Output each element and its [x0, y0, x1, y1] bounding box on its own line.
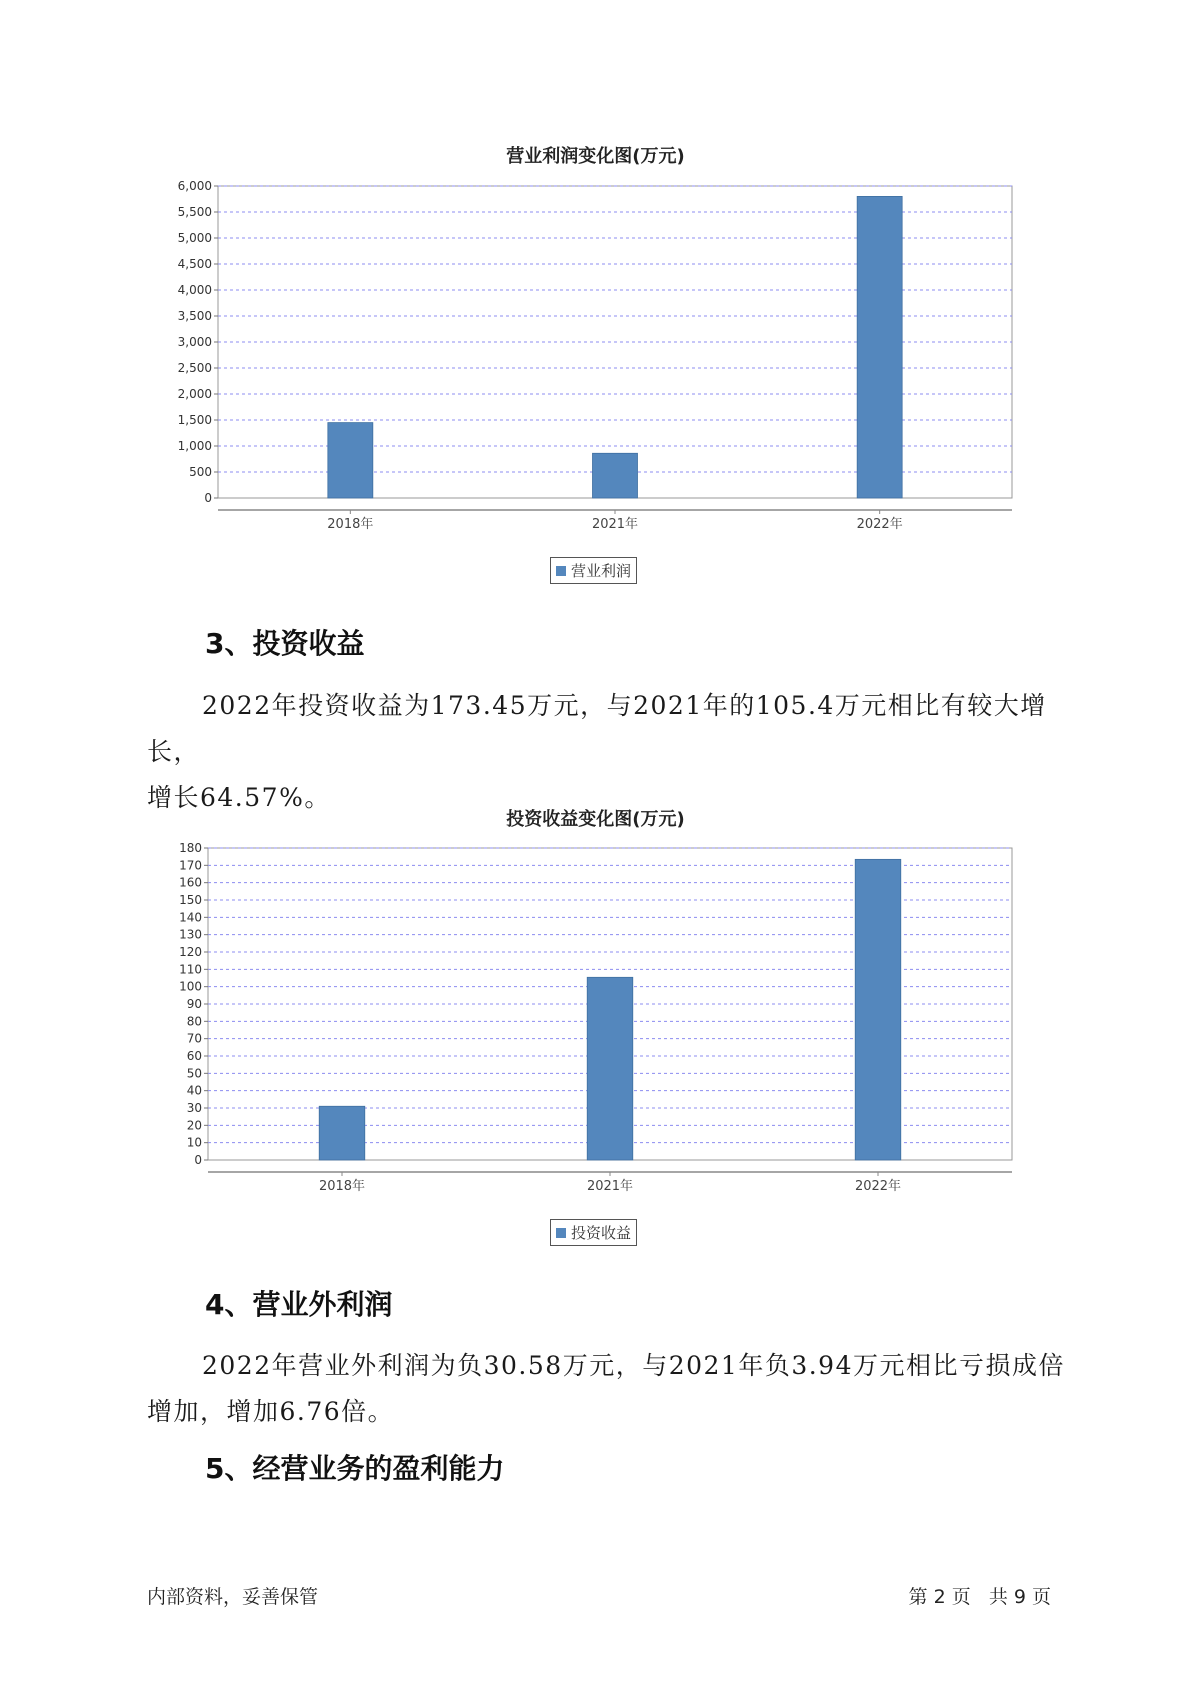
y-tick-label: 40	[186, 1083, 202, 1098]
chart-legend-investment-income	[550, 1219, 637, 1246]
y-tick-label: 2,500	[177, 361, 212, 375]
y-tick-label: 0	[204, 491, 212, 505]
legend-label: 营业利润	[571, 562, 632, 580]
bar	[587, 977, 633, 1160]
legend-swatch	[556, 566, 566, 576]
y-tick-label: 3,500	[177, 309, 212, 323]
y-tick-label: 10	[186, 1135, 202, 1150]
x-tick-label: 2021年	[591, 517, 639, 532]
y-tick-label: 4,000	[177, 283, 212, 297]
chart-title-operating-profit: 营业利润变化图(万元)	[506, 146, 685, 167]
section-heading-non-operating-profit: 4、营业外利润	[205, 1288, 393, 1321]
y-tick-label: 6,000	[177, 179, 212, 193]
y-tick-label: 1,500	[177, 413, 212, 427]
non-operating-profit-paragraph	[147, 1343, 1067, 1435]
bar	[857, 196, 902, 498]
chart-title-investment-income: 投资收益变化图(万元)	[506, 809, 685, 830]
y-tick-label: 90	[186, 997, 202, 1011]
paragraph-line: 2022年投资收益为173.45万元，与2021年的105.4万元相比有较大增长，	[147, 691, 1047, 766]
y-tick-label: 20	[186, 1118, 202, 1133]
operating-profit-chart	[160, 178, 1020, 543]
footer-confidential-note: 内部资料，妥善保管	[147, 1586, 319, 1608]
chart-legend-operating-profit	[550, 557, 637, 584]
y-tick-label: 500	[189, 465, 212, 479]
investment-income-chart	[160, 840, 1020, 1205]
y-tick-label: 120	[179, 945, 202, 959]
legend-swatch	[556, 1228, 566, 1238]
y-tick-label: 0	[194, 1153, 202, 1167]
paragraph-line: 增长64.57%。	[147, 783, 331, 812]
y-tick-label: 170	[179, 858, 202, 873]
y-tick-label: 1,000	[177, 439, 212, 453]
y-tick-label: 30	[186, 1101, 202, 1115]
y-tick-label: 3,000	[177, 335, 212, 349]
y-tick-label: 70	[186, 1031, 202, 1046]
y-tick-label: 100	[179, 979, 202, 994]
bar	[855, 859, 901, 1160]
y-tick-label: 60	[186, 1049, 202, 1063]
y-tick-label: 2,000	[177, 387, 212, 401]
legend-label: 投资收益	[571, 1224, 632, 1242]
x-tick-label: 2022年	[856, 517, 903, 532]
x-tick-label: 2018年	[318, 1179, 366, 1194]
section-heading-investment-income: 3、投资收益	[205, 627, 365, 660]
footer-page-number: 第 2 页 共 9 页	[908, 1586, 1051, 1608]
paragraph-line: 增加，增加6.76倍。	[147, 1397, 395, 1426]
y-tick-label: 4,500	[177, 257, 212, 271]
y-tick-label: 130	[179, 927, 202, 942]
bar	[319, 1106, 365, 1160]
bar	[328, 423, 373, 498]
y-tick-label: 5,500	[177, 205, 212, 219]
y-tick-label: 50	[186, 1066, 202, 1081]
y-tick-label: 5,000	[177, 231, 212, 245]
investment-income-paragraph	[147, 683, 1067, 821]
x-tick-label: 2021年	[586, 1179, 634, 1194]
section-heading-profitability: 5、经营业务的盈利能力	[205, 1452, 505, 1485]
y-tick-label: 160	[179, 875, 202, 890]
y-tick-label: 110	[179, 962, 202, 977]
y-tick-label: 140	[179, 910, 202, 925]
bar	[593, 453, 638, 498]
y-tick-label: 150	[179, 893, 202, 907]
x-tick-label: 2018年	[327, 517, 374, 532]
x-tick-label: 2022年	[854, 1179, 902, 1194]
paragraph-line: 2022年营业外利润为负30.58万元，与2021年负3.94万元相比亏损成倍	[202, 1351, 1065, 1380]
y-tick-label: 80	[186, 1014, 202, 1029]
y-tick-label: 180	[179, 841, 202, 855]
